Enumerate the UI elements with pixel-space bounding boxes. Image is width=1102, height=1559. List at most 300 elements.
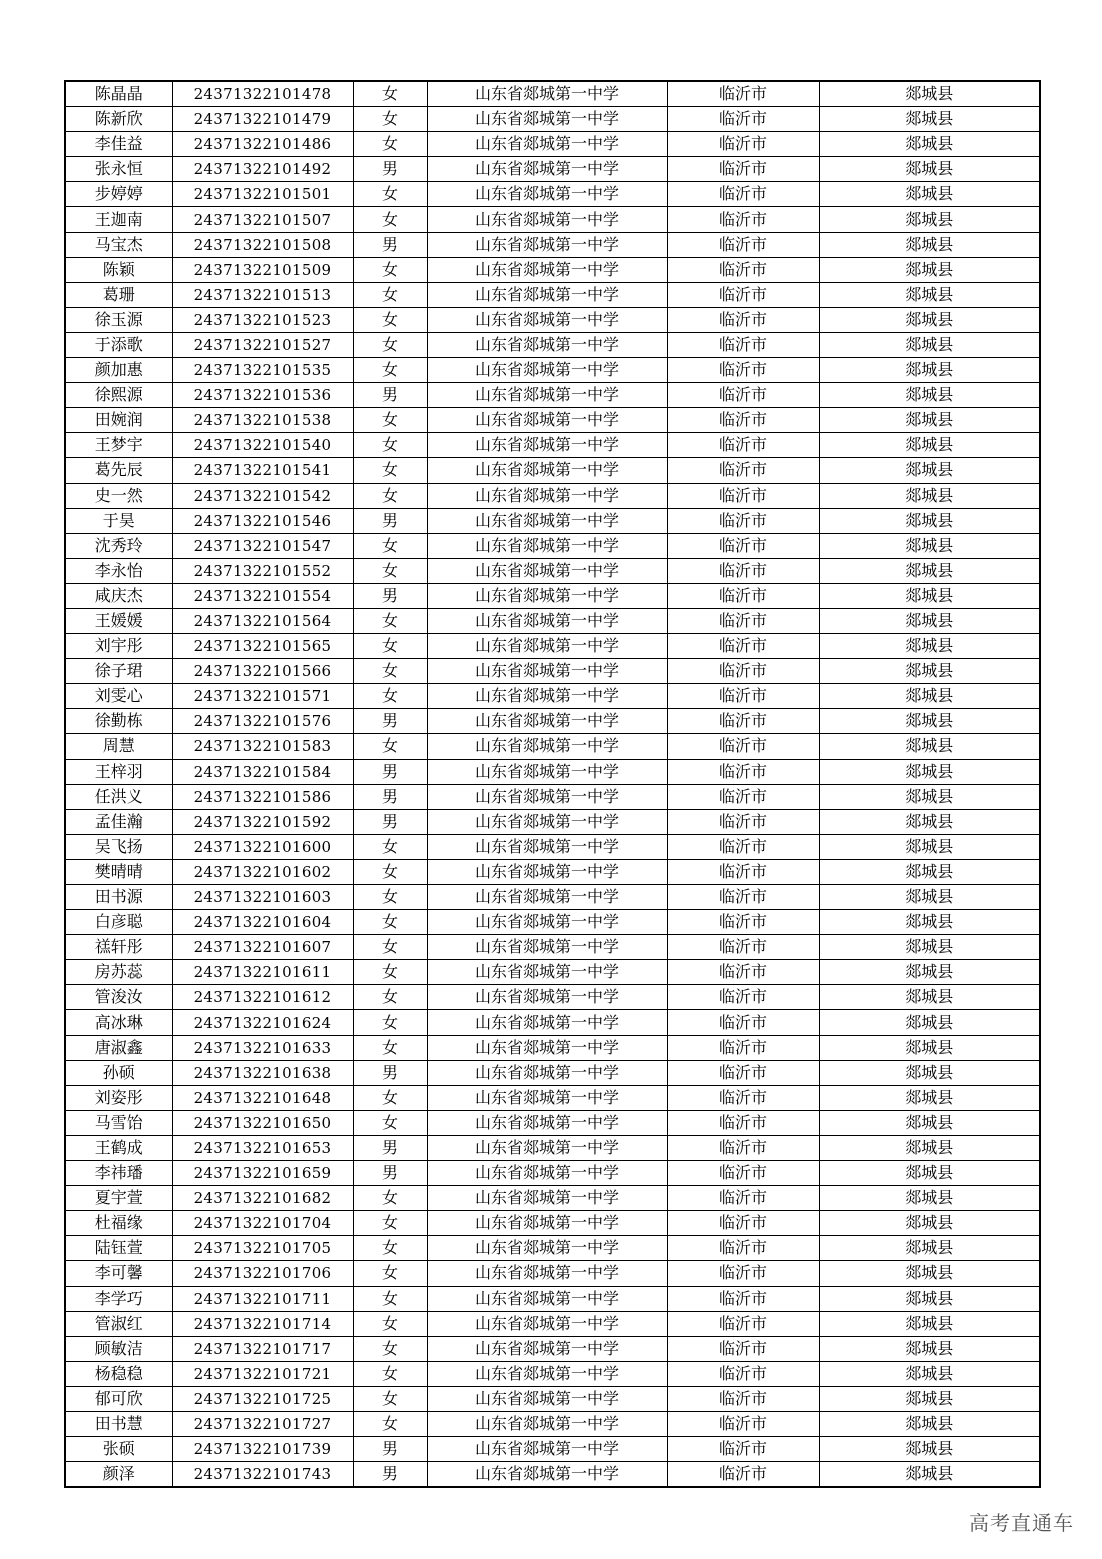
gender-cell: 男 — [353, 583, 427, 608]
student-name-cell: 王鹤成 — [65, 1135, 172, 1160]
table-row — [65, 1236, 1040, 1261]
county-cell: 郯城县 — [819, 985, 1040, 1010]
school-cell: 山东省郯城第一中学 — [427, 1386, 667, 1411]
exam-id-cell: 24371322101624 — [172, 1010, 353, 1035]
city-cell: 临沂市 — [667, 558, 819, 583]
student-name-cell: 陈颖 — [65, 257, 172, 282]
school-cell: 山东省郯城第一中学 — [427, 81, 667, 107]
city-cell: 临沂市 — [667, 182, 819, 207]
county-cell: 郯城县 — [819, 408, 1040, 433]
table-row — [65, 257, 1040, 282]
school-cell: 山东省郯城第一中学 — [427, 132, 667, 157]
city-cell: 临沂市 — [667, 207, 819, 232]
city-cell: 临沂市 — [667, 659, 819, 684]
table-row — [65, 1211, 1040, 1236]
student-name-cell: 李祎璠 — [65, 1161, 172, 1186]
table-row — [65, 1060, 1040, 1085]
city-cell: 临沂市 — [667, 332, 819, 357]
school-cell: 山东省郯城第一中学 — [427, 809, 667, 834]
exam-id-cell: 24371322101706 — [172, 1261, 353, 1286]
exam-id-cell: 24371322101725 — [172, 1386, 353, 1411]
table-row — [65, 659, 1040, 684]
county-cell: 郯城县 — [819, 1462, 1040, 1488]
student-name-cell: 田书源 — [65, 885, 172, 910]
gender-cell: 男 — [353, 1135, 427, 1160]
gender-cell: 女 — [353, 985, 427, 1010]
exam-id-cell: 24371322101592 — [172, 809, 353, 834]
gender-cell: 女 — [353, 1110, 427, 1135]
school-cell: 山东省郯城第一中学 — [427, 834, 667, 859]
table-row — [65, 107, 1040, 132]
exam-id-cell: 24371322101523 — [172, 307, 353, 332]
gender-cell: 女 — [353, 1035, 427, 1060]
student-name-cell: 管淑红 — [65, 1311, 172, 1336]
exam-id-cell: 24371322101492 — [172, 157, 353, 182]
county-cell: 郯城县 — [819, 182, 1040, 207]
student-name-cell: 刘姿彤 — [65, 1085, 172, 1110]
city-cell: 临沂市 — [667, 684, 819, 709]
gender-cell: 女 — [353, 81, 427, 107]
exam-id-cell: 24371322101638 — [172, 1060, 353, 1085]
county-cell: 郯城县 — [819, 81, 1040, 107]
student-name-cell: 孟佳瀚 — [65, 809, 172, 834]
school-cell: 山东省郯城第一中学 — [427, 433, 667, 458]
school-cell: 山东省郯城第一中学 — [427, 1311, 667, 1336]
student-name-cell: 杜福缘 — [65, 1211, 172, 1236]
gender-cell: 男 — [353, 508, 427, 533]
gender-cell: 女 — [353, 332, 427, 357]
county-cell: 郯城县 — [819, 257, 1040, 282]
county-cell: 郯城县 — [819, 232, 1040, 257]
student-name-cell: 颜泽 — [65, 1462, 172, 1488]
table-row — [65, 1035, 1040, 1060]
city-cell: 临沂市 — [667, 1085, 819, 1110]
table-row — [65, 182, 1040, 207]
exam-id-cell: 24371322101603 — [172, 885, 353, 910]
school-cell: 山东省郯城第一中学 — [427, 784, 667, 809]
city-cell: 临沂市 — [667, 1010, 819, 1035]
exam-id-cell: 24371322101612 — [172, 985, 353, 1010]
student-name-cell: 禚轩彤 — [65, 935, 172, 960]
table-row — [65, 458, 1040, 483]
gender-cell: 男 — [353, 759, 427, 784]
table-row — [65, 1286, 1040, 1311]
exam-id-cell: 24371322101546 — [172, 508, 353, 533]
student-name-cell: 于添歌 — [65, 332, 172, 357]
city-cell: 临沂市 — [667, 81, 819, 107]
exam-id-cell: 24371322101527 — [172, 332, 353, 357]
school-cell: 山东省郯城第一中学 — [427, 985, 667, 1010]
city-cell: 临沂市 — [667, 1311, 819, 1336]
table-row — [65, 885, 1040, 910]
exam-id-cell: 24371322101659 — [172, 1161, 353, 1186]
gender-cell: 女 — [353, 1186, 427, 1211]
city-cell: 临沂市 — [667, 1261, 819, 1286]
county-cell: 郯城县 — [819, 558, 1040, 583]
city-cell: 临沂市 — [667, 508, 819, 533]
school-cell: 山东省郯城第一中学 — [427, 483, 667, 508]
county-cell: 郯城县 — [819, 935, 1040, 960]
table-row — [65, 809, 1040, 834]
gender-cell: 女 — [353, 1386, 427, 1411]
school-cell: 山东省郯城第一中学 — [427, 1437, 667, 1462]
exam-id-cell: 24371322101540 — [172, 433, 353, 458]
city-cell: 临沂市 — [667, 910, 819, 935]
table-row — [65, 910, 1040, 935]
gender-cell: 女 — [353, 1411, 427, 1436]
exam-id-cell: 24371322101541 — [172, 458, 353, 483]
student-name-cell: 顾敏洁 — [65, 1336, 172, 1361]
city-cell: 临沂市 — [667, 1411, 819, 1436]
student-name-cell: 周慧 — [65, 734, 172, 759]
student-name-cell: 徐勤栋 — [65, 709, 172, 734]
exam-id-cell: 24371322101566 — [172, 659, 353, 684]
city-cell: 临沂市 — [667, 1336, 819, 1361]
student-name-cell: 孙硕 — [65, 1060, 172, 1085]
city-cell: 临沂市 — [667, 232, 819, 257]
table-row — [65, 383, 1040, 408]
school-cell: 山东省郯城第一中学 — [427, 1211, 667, 1236]
gender-cell: 男 — [353, 232, 427, 257]
school-cell: 山东省郯城第一中学 — [427, 533, 667, 558]
exam-id-cell: 24371322101584 — [172, 759, 353, 784]
table-row — [65, 433, 1040, 458]
city-cell: 临沂市 — [667, 408, 819, 433]
student-name-cell: 李学巧 — [65, 1286, 172, 1311]
watermark-text: 高考直通车 — [969, 1511, 1074, 1535]
school-cell: 山东省郯城第一中学 — [427, 1336, 667, 1361]
city-cell: 临沂市 — [667, 1060, 819, 1085]
county-cell: 郯城县 — [819, 533, 1040, 558]
school-cell: 山东省郯城第一中学 — [427, 1110, 667, 1135]
city-cell: 临沂市 — [667, 1161, 819, 1186]
table-row — [65, 985, 1040, 1010]
exam-id-cell: 24371322101547 — [172, 533, 353, 558]
exam-id-cell: 24371322101586 — [172, 784, 353, 809]
county-cell: 郯城县 — [819, 784, 1040, 809]
county-cell: 郯城县 — [819, 1211, 1040, 1236]
table-row — [65, 834, 1040, 859]
county-cell: 郯城县 — [819, 1035, 1040, 1060]
exam-id-cell: 24371322101535 — [172, 358, 353, 383]
student-name-cell: 步婷婷 — [65, 182, 172, 207]
gender-cell: 男 — [353, 709, 427, 734]
student-name-cell: 樊晴晴 — [65, 859, 172, 884]
exam-id-cell: 24371322101486 — [172, 132, 353, 157]
county-cell: 郯城县 — [819, 1286, 1040, 1311]
school-cell: 山东省郯城第一中学 — [427, 608, 667, 633]
county-cell: 郯城县 — [819, 307, 1040, 332]
student-name-cell: 陈晶晶 — [65, 81, 172, 107]
exam-id-cell: 24371322101743 — [172, 1462, 353, 1488]
school-cell: 山东省郯城第一中学 — [427, 558, 667, 583]
city-cell: 临沂市 — [667, 1035, 819, 1060]
exam-id-cell: 24371322101607 — [172, 935, 353, 960]
table-row — [65, 634, 1040, 659]
gender-cell: 女 — [353, 358, 427, 383]
city-cell: 临沂市 — [667, 433, 819, 458]
exam-id-cell: 24371322101705 — [172, 1236, 353, 1261]
student-name-cell: 李可馨 — [65, 1261, 172, 1286]
county-cell: 郯城县 — [819, 483, 1040, 508]
student-name-cell: 田书慧 — [65, 1411, 172, 1436]
gender-cell: 女 — [353, 684, 427, 709]
student-name-cell: 徐子珺 — [65, 659, 172, 684]
exam-id-cell: 24371322101513 — [172, 282, 353, 307]
gender-cell: 男 — [353, 784, 427, 809]
school-cell: 山东省郯城第一中学 — [427, 508, 667, 533]
gender-cell: 男 — [353, 1060, 427, 1085]
city-cell: 临沂市 — [667, 885, 819, 910]
gender-cell: 男 — [353, 809, 427, 834]
city-cell: 临沂市 — [667, 1135, 819, 1160]
exam-id-cell: 24371322101507 — [172, 207, 353, 232]
student-name-cell: 吴飞扬 — [65, 834, 172, 859]
county-cell: 郯城县 — [819, 1361, 1040, 1386]
county-cell: 郯城县 — [819, 332, 1040, 357]
county-cell: 郯城县 — [819, 1135, 1040, 1160]
county-cell: 郯城县 — [819, 1437, 1040, 1462]
exam-id-cell: 24371322101571 — [172, 684, 353, 709]
county-cell: 郯城县 — [819, 433, 1040, 458]
school-cell: 山东省郯城第一中学 — [427, 859, 667, 884]
city-cell: 临沂市 — [667, 1386, 819, 1411]
student-name-cell: 陆钰萱 — [65, 1236, 172, 1261]
table-row — [65, 207, 1040, 232]
student-name-cell: 徐熙源 — [65, 383, 172, 408]
city-cell: 临沂市 — [667, 834, 819, 859]
county-cell: 郯城县 — [819, 910, 1040, 935]
gender-cell: 女 — [353, 433, 427, 458]
county-cell: 郯城县 — [819, 684, 1040, 709]
city-cell: 临沂市 — [667, 383, 819, 408]
student-name-cell: 王梓羽 — [65, 759, 172, 784]
table-row — [65, 307, 1040, 332]
gender-cell: 女 — [353, 408, 427, 433]
gender-cell: 女 — [353, 1311, 427, 1336]
student-name-cell: 李永怡 — [65, 558, 172, 583]
school-cell: 山东省郯城第一中学 — [427, 734, 667, 759]
student-name-cell: 刘雯心 — [65, 684, 172, 709]
table-row — [65, 1462, 1040, 1488]
student-name-cell: 马雪饴 — [65, 1110, 172, 1135]
city-cell: 临沂市 — [667, 734, 819, 759]
school-cell: 山东省郯城第一中学 — [427, 107, 667, 132]
student-name-cell: 杨稳稳 — [65, 1361, 172, 1386]
city-cell: 临沂市 — [667, 1286, 819, 1311]
school-cell: 山东省郯城第一中学 — [427, 358, 667, 383]
gender-cell: 女 — [353, 1211, 427, 1236]
school-cell: 山东省郯城第一中学 — [427, 1060, 667, 1085]
county-cell: 郯城县 — [819, 1311, 1040, 1336]
school-cell: 山东省郯城第一中学 — [427, 1236, 667, 1261]
table-row — [65, 1110, 1040, 1135]
gender-cell: 女 — [353, 859, 427, 884]
table-row — [65, 1261, 1040, 1286]
table-row — [65, 859, 1040, 884]
school-cell: 山东省郯城第一中学 — [427, 207, 667, 232]
county-cell: 郯城县 — [819, 358, 1040, 383]
city-cell: 临沂市 — [667, 157, 819, 182]
city-cell: 临沂市 — [667, 282, 819, 307]
city-cell: 临沂市 — [667, 759, 819, 784]
exam-id-cell: 24371322101602 — [172, 859, 353, 884]
exam-id-cell: 24371322101478 — [172, 81, 353, 107]
exam-id-cell: 24371322101542 — [172, 483, 353, 508]
school-cell: 山东省郯城第一中学 — [427, 1186, 667, 1211]
student-name-cell: 葛珊 — [65, 282, 172, 307]
school-cell: 山东省郯城第一中学 — [427, 1161, 667, 1186]
student-name-cell: 颜加惠 — [65, 358, 172, 383]
table-row — [65, 1437, 1040, 1462]
gender-cell: 女 — [353, 960, 427, 985]
county-cell: 郯城县 — [819, 1236, 1040, 1261]
table-row — [65, 533, 1040, 558]
table-row — [65, 734, 1040, 759]
table-row — [65, 608, 1040, 633]
exam-id-cell: 24371322101538 — [172, 408, 353, 433]
county-cell: 郯城县 — [819, 458, 1040, 483]
gender-cell: 女 — [353, 734, 427, 759]
school-cell: 山东省郯城第一中学 — [427, 257, 667, 282]
gender-cell: 女 — [353, 1361, 427, 1386]
exam-id-cell: 24371322101564 — [172, 608, 353, 633]
city-cell: 临沂市 — [667, 859, 819, 884]
county-cell: 郯城县 — [819, 107, 1040, 132]
table-row — [65, 332, 1040, 357]
student-name-cell: 陈新欣 — [65, 107, 172, 132]
student-name-cell: 郁可欣 — [65, 1386, 172, 1411]
school-cell: 山东省郯城第一中学 — [427, 634, 667, 659]
student-name-cell: 史一然 — [65, 483, 172, 508]
exam-id-cell: 24371322101682 — [172, 1186, 353, 1211]
table-row — [65, 558, 1040, 583]
city-cell: 临沂市 — [667, 709, 819, 734]
county-cell: 郯城县 — [819, 659, 1040, 684]
table-row — [65, 684, 1040, 709]
city-cell: 临沂市 — [667, 483, 819, 508]
city-cell: 临沂市 — [667, 960, 819, 985]
exam-id-cell: 24371322101576 — [172, 709, 353, 734]
gender-cell: 男 — [353, 1437, 427, 1462]
exam-id-cell: 24371322101536 — [172, 383, 353, 408]
gender-cell: 女 — [353, 608, 427, 633]
county-cell: 郯城县 — [819, 157, 1040, 182]
school-cell: 山东省郯城第一中学 — [427, 1010, 667, 1035]
exam-id-cell: 24371322101479 — [172, 107, 353, 132]
student-name-cell: 王迦南 — [65, 207, 172, 232]
school-cell: 山东省郯城第一中学 — [427, 709, 667, 734]
county-cell: 郯城县 — [819, 608, 1040, 633]
gender-cell: 女 — [353, 1286, 427, 1311]
county-cell: 郯城县 — [819, 1085, 1040, 1110]
county-cell: 郯城县 — [819, 834, 1040, 859]
exam-id-cell: 24371322101633 — [172, 1035, 353, 1060]
gender-cell: 女 — [353, 1336, 427, 1361]
exam-id-cell: 24371322101611 — [172, 960, 353, 985]
student-name-cell: 咸庆杰 — [65, 583, 172, 608]
table-row — [65, 935, 1040, 960]
school-cell: 山东省郯城第一中学 — [427, 684, 667, 709]
table-row — [65, 483, 1040, 508]
table-row — [65, 1411, 1040, 1436]
exam-id-cell: 24371322101501 — [172, 182, 353, 207]
school-cell: 山东省郯城第一中学 — [427, 1286, 667, 1311]
student-name-cell: 张硕 — [65, 1437, 172, 1462]
city-cell: 临沂市 — [667, 458, 819, 483]
exam-id-cell: 24371322101727 — [172, 1411, 353, 1436]
exam-id-cell: 24371322101508 — [172, 232, 353, 257]
county-cell: 郯城县 — [819, 859, 1040, 884]
gender-cell: 男 — [353, 383, 427, 408]
student-name-cell: 葛先辰 — [65, 458, 172, 483]
table-row — [65, 583, 1040, 608]
county-cell: 郯城县 — [819, 1161, 1040, 1186]
student-name-cell: 高冰琳 — [65, 1010, 172, 1035]
student-name-cell: 田婉润 — [65, 408, 172, 433]
table-row — [65, 358, 1040, 383]
table-row — [65, 960, 1040, 985]
table-row — [65, 1135, 1040, 1160]
gender-cell: 女 — [353, 307, 427, 332]
table-row — [65, 157, 1040, 182]
county-cell: 郯城县 — [819, 132, 1040, 157]
school-cell: 山东省郯城第一中学 — [427, 1361, 667, 1386]
school-cell: 山东省郯城第一中学 — [427, 232, 667, 257]
county-cell: 郯城县 — [819, 709, 1040, 734]
student-name-cell: 沈秀玲 — [65, 533, 172, 558]
exam-id-cell: 24371322101717 — [172, 1336, 353, 1361]
school-cell: 山东省郯城第一中学 — [427, 282, 667, 307]
gender-cell: 女 — [353, 132, 427, 157]
table-row — [65, 1386, 1040, 1411]
city-cell: 临沂市 — [667, 583, 819, 608]
exam-id-cell: 24371322101711 — [172, 1286, 353, 1311]
gender-cell: 女 — [353, 634, 427, 659]
county-cell: 郯城县 — [819, 1010, 1040, 1035]
city-cell: 临沂市 — [667, 358, 819, 383]
exam-id-cell: 24371322101648 — [172, 1085, 353, 1110]
city-cell: 临沂市 — [667, 608, 819, 633]
school-cell: 山东省郯城第一中学 — [427, 408, 667, 433]
gender-cell: 女 — [353, 659, 427, 684]
county-cell: 郯城县 — [819, 960, 1040, 985]
exam-id-cell: 24371322101721 — [172, 1361, 353, 1386]
school-cell: 山东省郯城第一中学 — [427, 182, 667, 207]
table-row — [65, 1085, 1040, 1110]
city-cell: 临沂市 — [667, 107, 819, 132]
city-cell: 临沂市 — [667, 1437, 819, 1462]
table-row — [65, 1161, 1040, 1186]
roster-body — [65, 81, 1040, 1487]
county-cell: 郯城县 — [819, 1411, 1040, 1436]
city-cell: 临沂市 — [667, 1462, 819, 1488]
school-cell: 山东省郯城第一中学 — [427, 1411, 667, 1436]
school-cell: 山东省郯城第一中学 — [427, 1462, 667, 1488]
exam-id-cell: 24371322101583 — [172, 734, 353, 759]
table-row — [65, 508, 1040, 533]
table-row — [65, 759, 1040, 784]
gender-cell: 女 — [353, 910, 427, 935]
exam-id-cell: 24371322101604 — [172, 910, 353, 935]
city-cell: 临沂市 — [667, 985, 819, 1010]
city-cell: 临沂市 — [667, 1361, 819, 1386]
student-name-cell: 任洪义 — [65, 784, 172, 809]
gender-cell: 女 — [353, 834, 427, 859]
gender-cell: 男 — [353, 1462, 427, 1488]
county-cell: 郯城县 — [819, 634, 1040, 659]
gender-cell: 女 — [353, 458, 427, 483]
